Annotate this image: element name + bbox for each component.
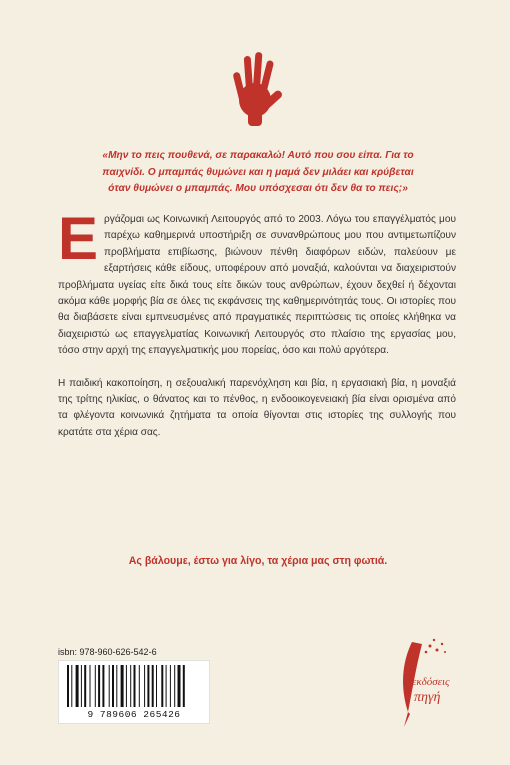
dropcap-letter: Ε	[58, 205, 99, 272]
quote-line-3: όταν θυμώνει ο μπαμπάς. Μου υπόσχεσαι ότι δεν θα το πεις;»	[108, 183, 408, 194]
quote-line-2: παιχνίδι. Ο μπαμπάς θυμώνει και η μαμά δεν μιλάει και κρύβεται	[102, 166, 414, 178]
blurb-body	[58, 205, 456, 441]
blurb-paragraph-1	[58, 205, 456, 360]
blurb-paragraph-2: Η παιδική κακοποίηση, η σεξουαλική παρενόχληση και βία, η εργασιακή βία, η μοναξιά της τρίτης ηλικίας, ο θάνατος και το πένθος, η ενδοοικογενειακή βία είναι ορισμένα από τα φλέγοντα κοινωνικά ζητήματα τα οποία θίγονται στις ιστορίες της συλλογής που κρατάτε στα χέρια σας.	[58, 377, 456, 438]
isbn-label: isbn: 978-960-626-542-6	[58, 647, 157, 657]
publisher-line-2: πηγή	[414, 690, 441, 705]
barcode-number: 9 789606 265426	[87, 709, 181, 720]
paragraph-1-text: ργάζομαι ως Κοινωνική Λειτουργός από το 2003. Λόγω του επαγγέλματός μου παρέχω καθημερινά υποστήριξη σε συνανθρώπους μου που αντιμετωπίζουν προβλήματα επιβίωσης, βιώνουν πένθη διαφόρων ειδών, παλεύουν με εξαρτήσεις κάθε είδους, υποφέρουν από μοναξιά, καλούνται να διαχειριστούν προβλήματα υγείας είτε δικά τους είτε δικών τους ανθρώπων, έχουν δεχθεί ή δέχονται ακόμα κάθε μορφής βία σε όλες τις εκφάνσεις της καθημερινότητάς τους. Οι ιστορίες που θα διαβάσετε είναι εμπνευσμένες από πραγματικές περιπτώσεις τις οποίες κλήθηκα να διαχειριστώ ως επαγγελματίας Κοινωνική Λειτουργός στο πλαίσιο της εργασίας μου, τόσο στην αρχή της επαγγελματικής μου πορείας, όσο και πολύ αργότερα.	[58, 214, 456, 357]
publisher-line-1: εκδόσεις	[412, 676, 450, 688]
opening-quote	[58, 148, 458, 198]
red-handprint-icon	[226, 50, 284, 128]
barcode	[58, 660, 210, 724]
closing-line: Ας βάλουμε, έστω για λίγο, τα χέρια μας στη φωτιά.	[128, 555, 388, 567]
quote-line-1: «Μην το πεις πουθενά, σε παρακαλώ! Αυτό που σου είπα. Για το	[102, 150, 414, 161]
barcode-bars-icon	[65, 665, 203, 709]
